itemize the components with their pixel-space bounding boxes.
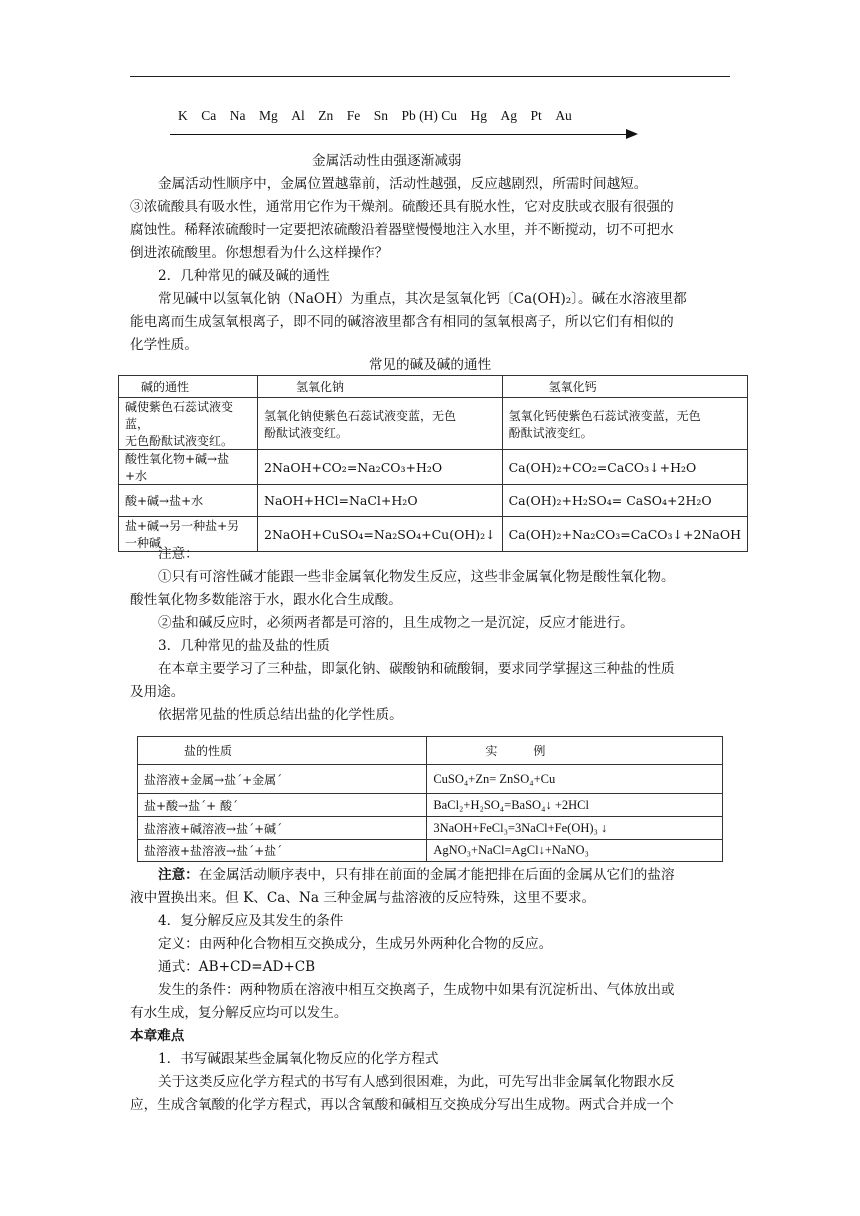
header-rule — [130, 76, 730, 77]
paragraph: ②盐和碱反应时，必须两者都是可溶的，且生成物之一是沉淀，反应才能进行。 — [158, 615, 634, 631]
table-row — [119, 450, 748, 485]
table-cell: AgNO₃+NaCl=AgCl↓+NaNO₃ — [427, 840, 723, 862]
arrow-right-icon — [626, 129, 638, 139]
table-cell: 盐+酸→盐ˊ+ 酸ˊ — [138, 794, 427, 817]
table-cell: 盐溶液+金属→盐ˊ+金属ˊ — [138, 765, 427, 794]
paragraph: 金属活动性顺序中，金属位置越靠前，活动性越强，反应越剧烈，所需时间越短。 — [158, 176, 648, 192]
arrow-line — [170, 134, 628, 135]
metal-symbol: Mg — [259, 108, 278, 123]
note-label: 注意： — [158, 867, 199, 883]
note-label: 注意： — [158, 546, 199, 562]
paragraph: 关于这类反应化学方程式的书写有人感到很困难，为此，可先写出非金属氧化物跟水反 — [158, 1074, 675, 1090]
table-header: 氢氧化钠 — [258, 376, 503, 398]
table-cell: 酸性氧化物+碱→盐+水 — [119, 450, 258, 485]
table-header: 氢氧化钙 — [502, 376, 747, 398]
paragraph: 通式：AB+CD=AD+CB — [158, 959, 316, 975]
section-heading: 1．书写碱跟某些金属氧化物反应的化学方程式 — [158, 1051, 439, 1067]
paragraph — [158, 866, 675, 884]
table-cell: NaOH+HCl=NaCl+H₂O — [258, 485, 503, 517]
paragraph: 及用途。 — [130, 684, 185, 700]
paragraph: 有水生成，复分解反应均可以发生。 — [130, 1005, 348, 1021]
metal-symbol: Ag — [500, 108, 518, 123]
paragraph: 常见碱中以氢氧化钠（NaOH）为重点，其次是氢氧化钙〔Ca(OH)₂〕。碱在水溶液里都 — [158, 291, 687, 307]
metal-symbol: Zn — [318, 108, 334, 123]
metal-symbol: Pt — [530, 108, 542, 123]
paragraph: ①只有可溶性碱才能跟一些非金属氧化物发生反应，这些非金属氧化物是酸性氧化物。 — [158, 569, 675, 585]
metal-symbol: Sn — [373, 108, 389, 123]
paragraph: 在本章主要学习了三种盐，即氯化钠、碳酸钠和硫酸铜，要求同学掌握这三种盐的性质 — [158, 661, 675, 677]
table-row — [138, 817, 723, 840]
table-header: 盐的性质 — [138, 737, 427, 765]
section-title: 本章难点 — [130, 1028, 185, 1044]
table-cell: 2NaOH+CO₂=Na₂CO₃+H₂O — [258, 450, 503, 485]
section-heading: 4．复分解反应及其发生的条件 — [158, 913, 344, 929]
table-cell: 盐溶液+盐溶液→盐ˊ+盐ˊ — [138, 840, 427, 862]
paragraph: 酸性氧化物多数能溶于水，跟水化合生成酸。 — [130, 592, 402, 608]
table-cell: 3NaOH+FeCl₃=3NaCl+Fe(OH)₃ ↓ — [427, 817, 723, 840]
metal-symbol: K — [178, 108, 188, 123]
paragraph: 发生的条件：两种物质在溶液中相互交换离子，生成物中如果有沉淀析出、气体放出或 — [158, 982, 675, 998]
table-cell: 盐+碱→另一种盐+另一种碱 — [119, 517, 258, 552]
table-cell: 碱使紫色石蕊试液变蓝， 无色酚酞试液变红。 — [119, 398, 258, 450]
table-row — [138, 794, 723, 817]
table-cell: Ca(OH)₂+Na₂CO₃=CaCO₃↓+2NaOH — [502, 517, 747, 552]
paragraph: 倒进浓硫酸里。你想想看为什么这样操作？ — [130, 245, 389, 261]
activity-series — [178, 108, 572, 124]
metal-symbol: Fe — [346, 108, 361, 123]
paragraph: ③浓硫酸具有吸水性，通常用它作为干燥剂。硫酸还具有脱水性，它对皮肤或衣服有很强的 — [130, 199, 674, 215]
paragraph: 依据常见盐的性质总结出盐的化学性质。 — [158, 707, 403, 723]
table-header-row — [119, 376, 748, 398]
paragraph: 应，生成含氧酸的化学方程式，再以含氧酸和碱相互交换成分写出生成物。两式合并成一个 — [130, 1097, 674, 1113]
section-heading: 2．几种常见的碱及碱的通性 — [158, 268, 330, 284]
table-cell: Ca(OH)₂+H₂SO₄= CaSO₄+2H₂O — [502, 485, 747, 517]
table-title: 常见的碱及碱的通性 — [368, 357, 492, 373]
table-row — [119, 517, 748, 552]
table-header-row — [138, 737, 723, 765]
table-cell: 盐溶液+碱溶液→盐ˊ+碱ˊ — [138, 817, 427, 840]
note-text: 在金属活动顺序表中，只有排在前面的金属才能把排在后面的金属从它们的盐溶 — [198, 867, 675, 883]
metal-symbol: Au — [555, 108, 572, 123]
metal-symbol: Al — [291, 108, 305, 123]
table-row — [138, 765, 723, 794]
paragraph: 液中置换出来。但 K、Ca、Na 三种金属与盐溶液的反应特殊，这里不要求。 — [130, 890, 596, 906]
table-header: 实 例 — [427, 737, 723, 765]
section-heading: 3．几种常见的盐及盐的性质 — [158, 638, 330, 654]
paragraph: 能电离而生成氢氧根离子，即不同的碱溶液里都含有相同的氢氧根离子，所以它们有相似的 — [130, 314, 674, 330]
activity-caption: 金属活动性由强逐渐减弱 — [312, 153, 462, 169]
table-cell: Ca(OH)₂+CO₂=CaCO₃↓+H₂O — [502, 450, 747, 485]
table-cell: 氢氧化钠使紫色石蕊试液变蓝，无色 酚酞试液变红。 — [258, 398, 503, 450]
metal-symbol: Ca — [201, 108, 217, 123]
base-properties-table — [118, 375, 748, 552]
paragraph: 化学性质。 — [130, 337, 198, 353]
table-row — [119, 485, 748, 517]
table-header: 碱的通性 — [119, 376, 258, 398]
table-cell: CuSO₄+Zn= ZnSO₄+Cu — [427, 765, 723, 794]
salt-properties-table — [137, 736, 723, 862]
metal-symbol: Hg — [470, 108, 488, 123]
table-cell: 氢氧化钙使紫色石蕊试液变蓝，无色 酚酞试液变红。 — [502, 398, 747, 450]
paragraph: 定义：由两种化合物相互交换成分，生成另外两种化合物的反应。 — [158, 936, 553, 952]
table-row — [138, 840, 723, 862]
table-row — [119, 398, 748, 450]
table-cell: BaCl₂+H₂SO₄=BaSO₄↓ +2HCl — [427, 794, 723, 817]
table-cell: 2NaOH+CuSO₄=Na₂SO₄+Cu(OH)₂↓ — [258, 517, 503, 552]
metal-symbol: Pb (H) Cu — [401, 108, 458, 123]
paragraph: 腐蚀性。稀释浓硫酸时一定要把浓硫酸沿着器壁慢慢地注入水里，并不断搅动，切不可把水 — [130, 222, 674, 238]
metal-symbol: Na — [229, 108, 246, 123]
table-cell: 酸+碱→盐+水 — [119, 485, 258, 517]
